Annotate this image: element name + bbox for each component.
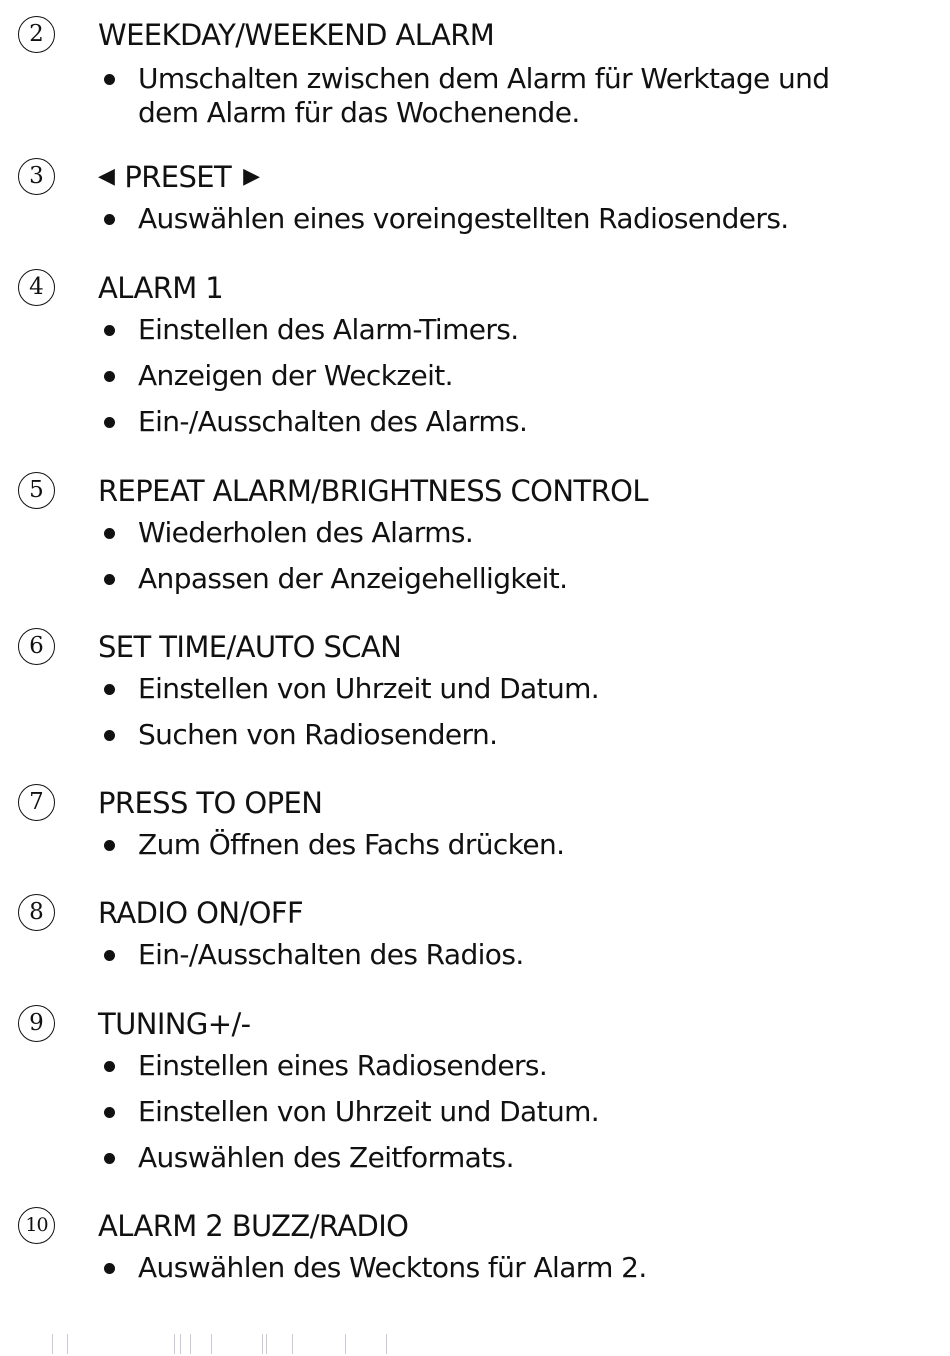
- list-item: [98, 516, 888, 550]
- list-item: [98, 359, 888, 393]
- list-item: [98, 1049, 888, 1083]
- list-item: [98, 1095, 888, 1129]
- section-heading: WEEKDAY/WEEKEND ALARM: [98, 17, 495, 52]
- list-item-text: Wiederholen des Alarms.: [138, 516, 474, 549]
- bullet-icon: [104, 730, 115, 741]
- bullet-list: [98, 62, 888, 142]
- bullet-list: [98, 202, 888, 248]
- section-heading-text: PRESET: [124, 159, 232, 194]
- bullet-icon: [104, 1107, 115, 1118]
- bullet-list: [98, 672, 888, 764]
- list-item: [98, 62, 888, 130]
- bullet-icon: [104, 528, 115, 539]
- list-item-text: Anzeigen der Weckzeit.: [138, 359, 453, 392]
- scan-artifacts: [0, 1328, 950, 1356]
- list-item-text: Auswählen eines voreingestellten Radiosenders.: [138, 202, 789, 235]
- bullet-icon: [104, 214, 115, 225]
- section-heading: PRESS TO OPEN: [98, 785, 323, 820]
- list-item-text: Ein-/Ausschalten des Alarms.: [138, 405, 528, 438]
- list-item-text: Einstellen von Uhrzeit und Datum.: [138, 672, 600, 705]
- section-number-badge: 6: [18, 628, 55, 665]
- list-item-text: Auswählen des Wecktons für Alarm 2.: [138, 1251, 647, 1284]
- list-item-text: Einstellen eines Radiosenders.: [138, 1049, 548, 1082]
- list-item: [98, 202, 888, 236]
- section-number-badge: 4: [18, 269, 55, 306]
- bullet-list: [98, 828, 888, 874]
- list-item: [98, 938, 888, 972]
- bullet-icon: [104, 325, 115, 336]
- bullet-icon: [104, 840, 115, 851]
- list-item-text: Einstellen von Uhrzeit und Datum.: [138, 1095, 600, 1128]
- list-item: [98, 828, 888, 862]
- section-heading: [98, 158, 259, 195]
- list-item: [98, 672, 888, 706]
- bullet-icon: [104, 1263, 115, 1274]
- bullet-icon: [104, 1061, 115, 1072]
- section-heading: REPEAT ALARM/BRIGHTNESS CONTROL: [98, 473, 648, 508]
- list-item-text: Zum Öffnen des Fachs drücken.: [138, 828, 565, 861]
- section-heading: TUNING+/-: [98, 1006, 251, 1041]
- list-item-text: Anpassen der Anzeigehelligkeit.: [138, 562, 568, 595]
- section-number-badge: 2: [18, 16, 55, 53]
- section-number-badge: 5: [18, 472, 55, 509]
- bullet-list: [98, 938, 888, 984]
- bullet-icon: [104, 371, 115, 382]
- section-heading: RADIO ON/OFF: [98, 895, 304, 930]
- bullet-list: [98, 516, 888, 608]
- section-number-badge: 9: [18, 1005, 55, 1042]
- list-item-text: Auswählen des Zeitformats.: [138, 1141, 514, 1174]
- section-number-badge: 3: [18, 158, 55, 195]
- section-number-badge: 10: [18, 1207, 55, 1244]
- section-heading: ALARM 1: [98, 270, 224, 305]
- list-item: [98, 405, 888, 439]
- bullet-icon: [104, 74, 115, 85]
- list-item-text: Ein-/Ausschalten des Radios.: [138, 938, 524, 971]
- list-item: [98, 718, 888, 752]
- section-number-badge: 8: [18, 894, 55, 931]
- section-heading: SET TIME/AUTO SCAN: [98, 629, 402, 664]
- triangle-right-icon: ▶: [243, 164, 260, 189]
- triangle-left-icon: ◀: [98, 164, 115, 189]
- list-item: [98, 1251, 888, 1285]
- list-item: [98, 562, 888, 596]
- list-item: [98, 313, 888, 347]
- bullet-icon: [104, 574, 115, 585]
- bullet-icon: [104, 417, 115, 428]
- bullet-icon: [104, 684, 115, 695]
- section-number-badge: 7: [18, 784, 55, 821]
- list-item: [98, 1141, 888, 1175]
- list-item-text: Einstellen des Alarm-Timers.: [138, 313, 519, 346]
- bullet-list: [98, 313, 888, 451]
- bullet-icon: [104, 1153, 115, 1164]
- section-heading: ALARM 2 BUZZ/RADIO: [98, 1208, 409, 1243]
- list-item-text: Umschalten zwischen dem Alarm für Werktage und dem Alarm für das Wochenende.: [138, 62, 830, 129]
- bullet-list: [98, 1049, 888, 1187]
- bullet-icon: [104, 950, 115, 961]
- list-item-text: Suchen von Radiosendern.: [138, 718, 498, 751]
- bullet-list: [98, 1251, 888, 1297]
